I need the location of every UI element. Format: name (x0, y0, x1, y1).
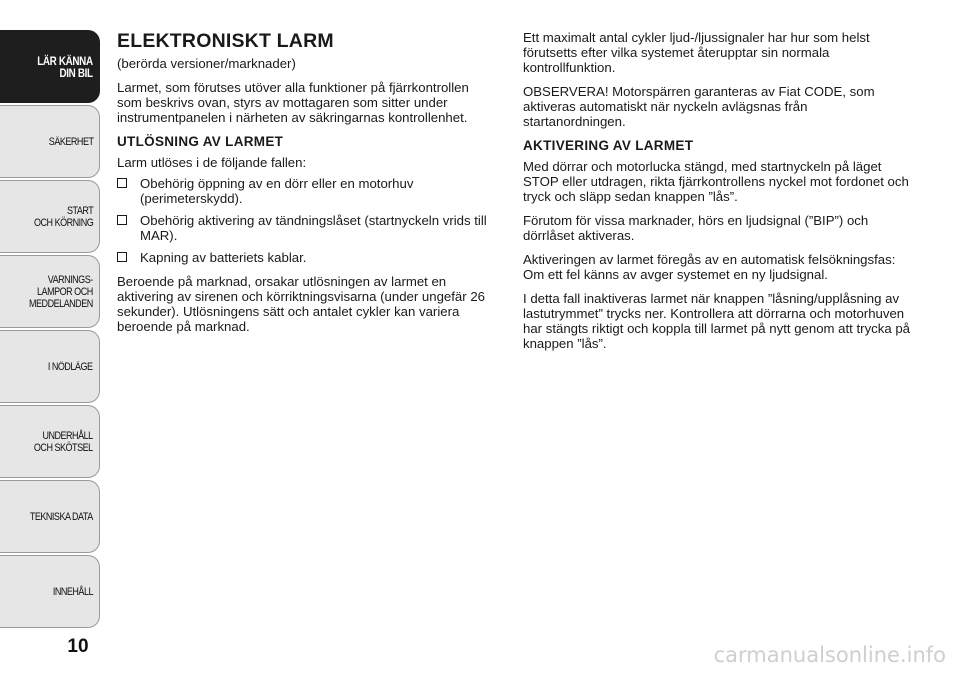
tab-underhall[interactable] (0, 405, 100, 478)
tab-start-och-korning[interactable] (0, 180, 100, 253)
intro-paragraph: Larmet, som förutses utöver alla funktioner på fjärrkontrollen som beskrivs ovan, styrs av mottagaren som sitter under instrumentpanelen i närheten av säkringarnas kontrollenhet. (117, 80, 469, 125)
checkbox-bullet-icon (117, 215, 127, 225)
tab-label: VARNINGS- LAMPOR OCH MEDDELANDEN (29, 273, 93, 310)
section-heading-aktivering: AKTIVERING AV LARMET (523, 138, 694, 153)
tab-lar-kanna-din-bil[interactable] (0, 30, 100, 103)
subtitle: (berörda versioner/marknader) (117, 56, 296, 71)
paragraph: Aktiveringen av larmet föregås av en automatisk felsökningsfas: Om ett fel känns av avger systemet en ny ljudsignal. (523, 252, 896, 282)
tab-label: START OCH KÖRNING (33, 204, 93, 229)
list-item (117, 176, 497, 206)
page-title: ELEKTRONISKT LARM (117, 30, 334, 52)
trigger-list (117, 176, 497, 265)
tab-label: UNDERHÅLL OCH SKÖTSEL (34, 429, 93, 454)
checkbox-bullet-icon (117, 178, 127, 188)
tab-label: TEKNISKA DATA (30, 510, 93, 523)
tab-varningslampor[interactable] (0, 255, 100, 328)
list-item (117, 213, 497, 243)
paragraph: Förutom för vissa marknader, hörs en ljudsignal (”BIP”) och dörrlåset aktiveras. (523, 213, 869, 243)
tab-tekniska-data[interactable] (0, 480, 100, 553)
tab-label: I NÖDLÄGE (48, 360, 93, 373)
tab-i-nodlage[interactable] (0, 330, 100, 403)
list-item-text: Obehörig öppning av en dörr eller en motorhuv (perimeterskydd). (140, 176, 414, 206)
outro-paragraph: Beroende på marknad, orsakar utlösningen av larmet en aktivering av sirenen och körriktningsvisarna (under ungefär 26 sekunder). Utlösningens sätt och antalet cykler kan variera beroende på marknad. (117, 274, 485, 334)
watermark: carmanualsonline.info (713, 643, 946, 667)
lead-paragraph: Larm utlöses i de följande fallen: (117, 155, 307, 170)
paragraph: I detta fall inaktiveras larmet när knappen ”låsning/upplåsning av lastutrymmet” trycks ner. Kontrollera att dörrarna och motorhuven har stängts riktigt och koppla till larmet på nytt genom att trycka på knappen ”lås”. (523, 291, 911, 351)
tab-label: LÄR KÄNNA DIN BIL (37, 53, 93, 80)
section-heading-utlosning: UTLÖSNING AV LARMET (117, 134, 284, 149)
list-item-text: Obehörig aktivering av tändningslåset (startnyckeln vrids till MAR). (140, 213, 487, 243)
checkbox-bullet-icon (117, 252, 127, 262)
list-item (117, 250, 497, 265)
page-number: 10 (67, 636, 89, 657)
paragraph: Ett maximalt antal cykler ljud-/ljussignaler har hur som helst förutsetts efter vilka systemet återupptar sin normala kontrollfunktion. (523, 30, 870, 75)
paragraph: OBSERVERA! Motorspärren garanteras av Fiat CODE, som aktiveras automatiskt när nyckeln avlägsnas från startanordningen. (523, 84, 875, 129)
tab-sakerhet[interactable] (0, 105, 100, 178)
chapter-tabs (0, 30, 102, 630)
tab-label: SÄKERHET (48, 135, 93, 148)
list-item-text: Kapning av batteriets kablar. (140, 250, 307, 265)
paragraph: Med dörrar och motorlucka stängd, med startnyckeln på läget STOP eller utdragen, rikta fjärrkontrollens nyckel mot fordonet och tryck och släpp sedan knappen ”lås”. (523, 159, 909, 204)
tab-innehall[interactable] (0, 555, 100, 628)
tab-label: INNEHÅLL (52, 585, 93, 598)
left-column (117, 30, 497, 343)
right-column (523, 30, 913, 360)
